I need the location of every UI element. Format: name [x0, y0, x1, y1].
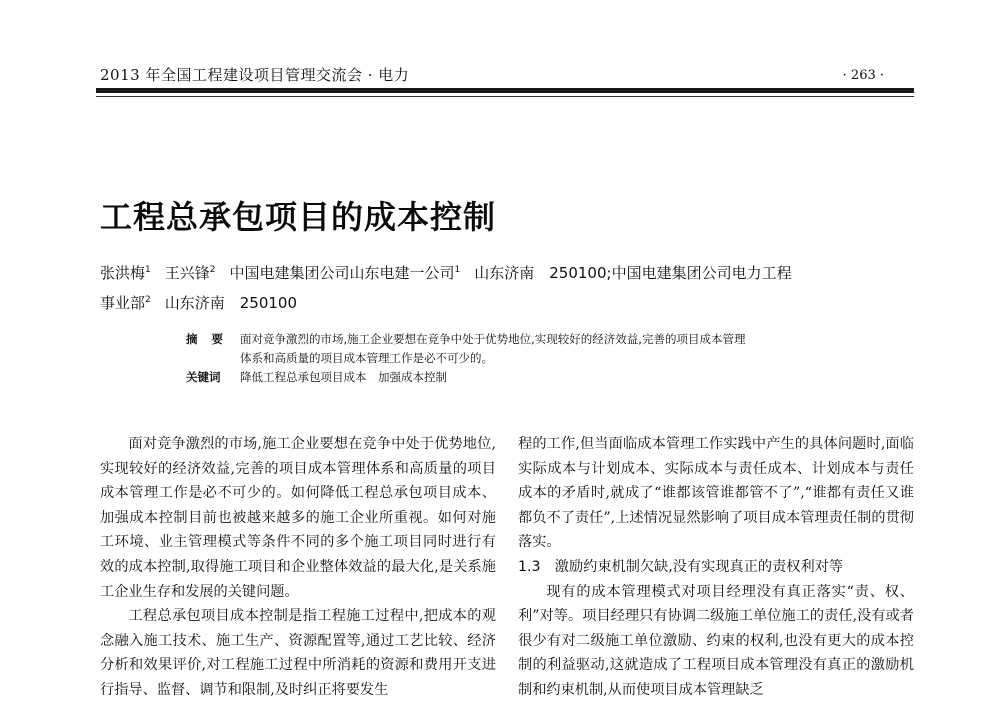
abstract-line: 体系和高质量的项目成本管理工作是必不可少的。: [240, 351, 493, 365]
affiliation: 中国电建集团公司山东电建一公司: [229, 264, 455, 282]
abstract-row: [186, 330, 856, 368]
body-column-right: [518, 432, 914, 703]
affiliation: 事业部: [100, 294, 146, 312]
author-superscript: 1: [145, 265, 151, 275]
author-block: [100, 257, 920, 317]
abstract-line: 面对竞争激烈的市场,施工企业要想在竞争中处于优势地位,实现较好的经济效益,完善的项目成本管理: [240, 332, 746, 346]
keywords-label: 关键词: [186, 370, 221, 384]
article-title: 工程总承包项目的成本控制: [100, 198, 497, 236]
body-paragraph: 程的工作,但当面临成本管理工作实践中产生的具体问题时,面临实际成本与计划成本、实际成本与责任成本、计划成本与责任成本的矛盾时,就成了“谁都该管谁都管不了”,“谁都有责任又谁都负不了责任”,上述情况显然影响了项目成本管理责任制的贯彻落实。: [518, 436, 914, 551]
keywords-row: [186, 368, 856, 387]
header-rule-thin: [96, 96, 914, 97]
author-name: 王兴锋: [164, 264, 210, 282]
author-line-1: [100, 257, 920, 287]
address: 山东济南 250100;中国电建集团公司电力工程: [474, 264, 792, 282]
abstract-text: [240, 330, 856, 368]
abstract-block: [186, 330, 856, 387]
body-paragraph: 现有的成本管理模式对项目经理没有真正落实“责、权、利”对等。项目经理只有协调二级施工单位施工的责任,没有或者很少有对二级施工单位激励、约束的权利,也没有更大的成本控制的利益驱动,这就造成了工程项目成本管理没有真正的激励机制和约束机制,从而使项目成本管理缺乏: [518, 583, 914, 698]
author-name: 张洪梅: [100, 264, 146, 282]
body-paragraph: 工程总承包项目成本控制是指工程施工过程中,把成本的观念融入施工技术、施工生产、资源配置等,通过工艺比较、经济分析和效果评价,对工程施工过程中所消耗的资源和费用开支进行指导、监督、调节和限制,及时纠正将要发生: [100, 608, 496, 698]
keywords-text: 降低工程总承包项目成本 加强成本控制: [240, 370, 447, 384]
affiliation-superscript: 1: [454, 265, 461, 275]
header-rule-thick: [96, 88, 914, 93]
address: 山东济南 250100: [164, 294, 298, 312]
author-superscript: 2: [209, 265, 216, 275]
author-line-2: [100, 287, 920, 317]
body-column-left: [100, 432, 496, 703]
running-header-title: 2013 年全国工程建设项目管理交流会 · 电力: [100, 66, 410, 84]
abstract-label: 摘要: [186, 332, 237, 346]
section-heading: 1.3 激励约束机制欠缺,没有实现真正的责权利对等: [518, 558, 844, 575]
affiliation-superscript: 2: [145, 295, 151, 305]
page-number: · 263 ·: [842, 68, 884, 83]
body-paragraph: 面对竞争激烈的市场,施工企业要想在竞争中处于优势地位,实现较好的经济效益,完善的项目成本管理体系和高质量的项目成本管理工作是必不可少的。如何降低工程总承包项目成本、加强成本控制目前也被越来越多的施工企业所重视。如何对施工环境、业主管理模式等条件不同的多个施工项目同时进行有效的成本控制,取得施工项目和企业整体效益的最大化,是关系施工企业生存和发展的关键问题。: [100, 436, 496, 600]
